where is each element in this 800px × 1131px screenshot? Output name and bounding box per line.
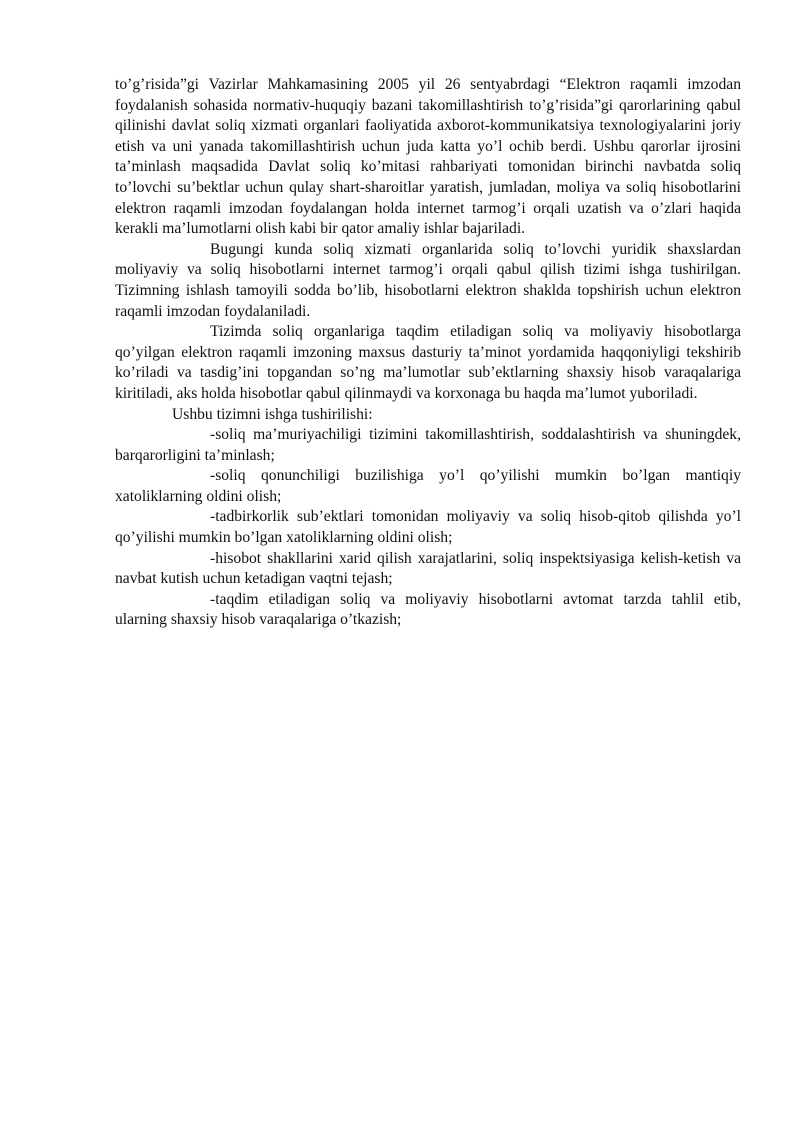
list-intro: Ushbu tizimni ishga tushirilishi: [172,405,373,423]
list-item: -tadbirkorlik sub’ektlari tomonidan moliyaviy va soliq hisob-qitob qilishda yo’l qo’yilishi mumkin bo’lgan xatoliklarning oldini olish; [115,508,741,547]
list-item: -soliq qonunchiligi buzilishiga yo’l qo’yilishi mumkin bo’lgan mantiqiy xatoliklarning oldini olish; [115,467,741,505]
list-item: -taqdim etiladigan soliq va moliyaviy hisobotlarni avtomat tarzda tahlil etib, ularning shaxsiy hisob varaqalariga o’tkazish; [115,590,741,629]
list-item: -soliq ma’muriyachiligi tizimini takomillashtirish, soddalashtirish va shuningdek, barqarorligini ta’minlash; [115,426,741,464]
paragraph-current-system: Bugungi kunda soliq xizmati organlarida soliq to’lovchi yuridik shaxslardan moliyaviy va soliq hisobotlarni internet tarmog’i orqali qabul qilish tizimi ishga tushirilgan. Tizimning ishlash tamoyili sodda bo’lib, hisobotlarni elektron shaklda topshirish uchun elektron raqamli imzodan foydalaniladi. [115,240,741,320]
document-body [115,75,741,631]
paragraph-continuation: to’g’risida”gi Vazirlar Mahkamasining 2005 yil 26 sentyabrdagi “Elektron raqamli imzodan foydalanish sohasida normativ-huquqiy bazani takomillashtirish to’g’risida”gi qarorlarining qabul qilinishi davlat soliq xizmati organlari faoliyatida axborot-kommunikatsiya texnologiyalarini joriy etish va uni yanada takomillashtirish uchun juda katta yo’l ochib berdi. Ushbu qarorlar ijrosini ta’minlash maqsadida Davlat soliq ko’mitasi rahbariyati tomonidan birinchi navbatda soliq to’lovchi su’bektlar uchun qulay shart-sharoitlar yaratish, jumladan, moliya va soliq hisobotlarini elektron raqamli imzodan foydalangan holda internet tarmog’i orqali uzatish va o’zlari haqida kerakli ma’lumotlarni olish kabi bir qator amaliy ishlar bajariladi. [115,76,741,238]
list-item: -hisobot shakllarini xarid qilish xarajatlarini, soliq inspektsiyasiga kelish-ketish va navbat kutish uchun ketadigan vaqtni tejash; [115,549,741,588]
paragraph-verification: Tizimda soliq organlariga taqdim etiladigan soliq va moliyaviy hisobotlarga qo’yilgan elektron raqamli imzoning maxsus dasturiy ta’minot yordamida haqqoniyligi tekshirib ko’riladi va tasdig’ini topgandan so’ng ma’lumotlar sub’ektlarning shaxsiy hisob varaqalariga kiritiladi, aks holda hisobotlar qabul qilinmaydi va korxonaga bu haqda ma’lumot yuboriladi. [115,323,741,402]
